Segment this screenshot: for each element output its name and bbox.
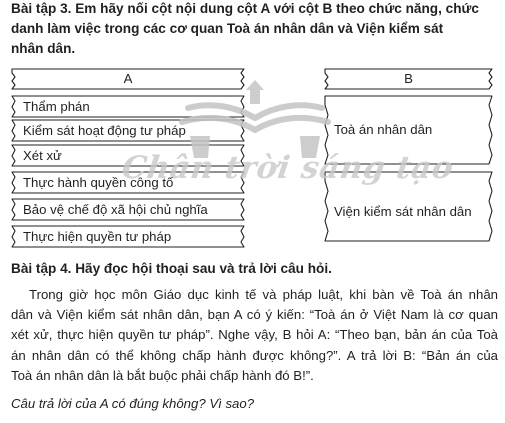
exercise-4-title: Bài tập 4. Hãy đọc hội thoại sau và trả lời câu hỏi. xyxy=(11,261,332,276)
column-a-item-5: Bảo vệ chế độ xã hội chủ nghĩa xyxy=(23,202,208,217)
exercise-3-title-line-1: Bài tập 3. Em hãy nối cột nội dung cột A với cột B theo chức năng, chức xyxy=(11,1,479,16)
dialogue-paragraph xyxy=(11,285,498,386)
column-a-item-2: Kiểm sát hoạt động tư pháp xyxy=(23,123,186,138)
dialogue-line-1: Trong giờ học môn Giáo dục kinh tế và pháp luật, khi bàn về Toà án nhân xyxy=(29,287,498,302)
column-a-item-6: Thực hiện quyền tư pháp xyxy=(23,229,172,244)
exercise-3-title-line-3: nhân dân. xyxy=(11,41,76,56)
watermark-text: Chân trời sáng tạo xyxy=(119,150,456,186)
column-a-item-4: Thực hành quyền công tố xyxy=(23,175,174,190)
column-b-item-2: Viện kiểm sát nhân dân xyxy=(334,204,472,219)
column-a-header: A xyxy=(123,71,133,86)
dialogue-line-2: dân và Viện kiểm sát nhân dân, bạn A có ý kiến: “Toà án ở Việt Nam là cơ quan xyxy=(11,307,498,323)
exercise-4-question: Câu trả lời của A có đúng không? Vì sao? xyxy=(11,396,255,411)
dialogue-line-4: án nhân dân có thể không chấp hành được không?”. A trả lời B: “Bản án của xyxy=(11,347,498,363)
column-b-header: B xyxy=(404,71,413,86)
column-a-item-1: Thẩm phán xyxy=(23,99,90,114)
dialogue-line-3: xét xử, thực hiện quyền tư pháp”. Nghe vậy, B hỏi A: “Theo bạn, bản án của Toà xyxy=(11,327,498,343)
column-b-item-1: Toà án nhân dân xyxy=(334,122,433,137)
column-a-item-3: Xét xử xyxy=(23,148,62,163)
exercise-3-title-line-2: danh làm việc trong các cơ quan Toà án nhân dân và Viện kiểm sát xyxy=(11,21,444,36)
dialogue-line-5: Toà án nhân dân là bắt buộc phải chấp hành đó B!”. xyxy=(11,367,314,383)
